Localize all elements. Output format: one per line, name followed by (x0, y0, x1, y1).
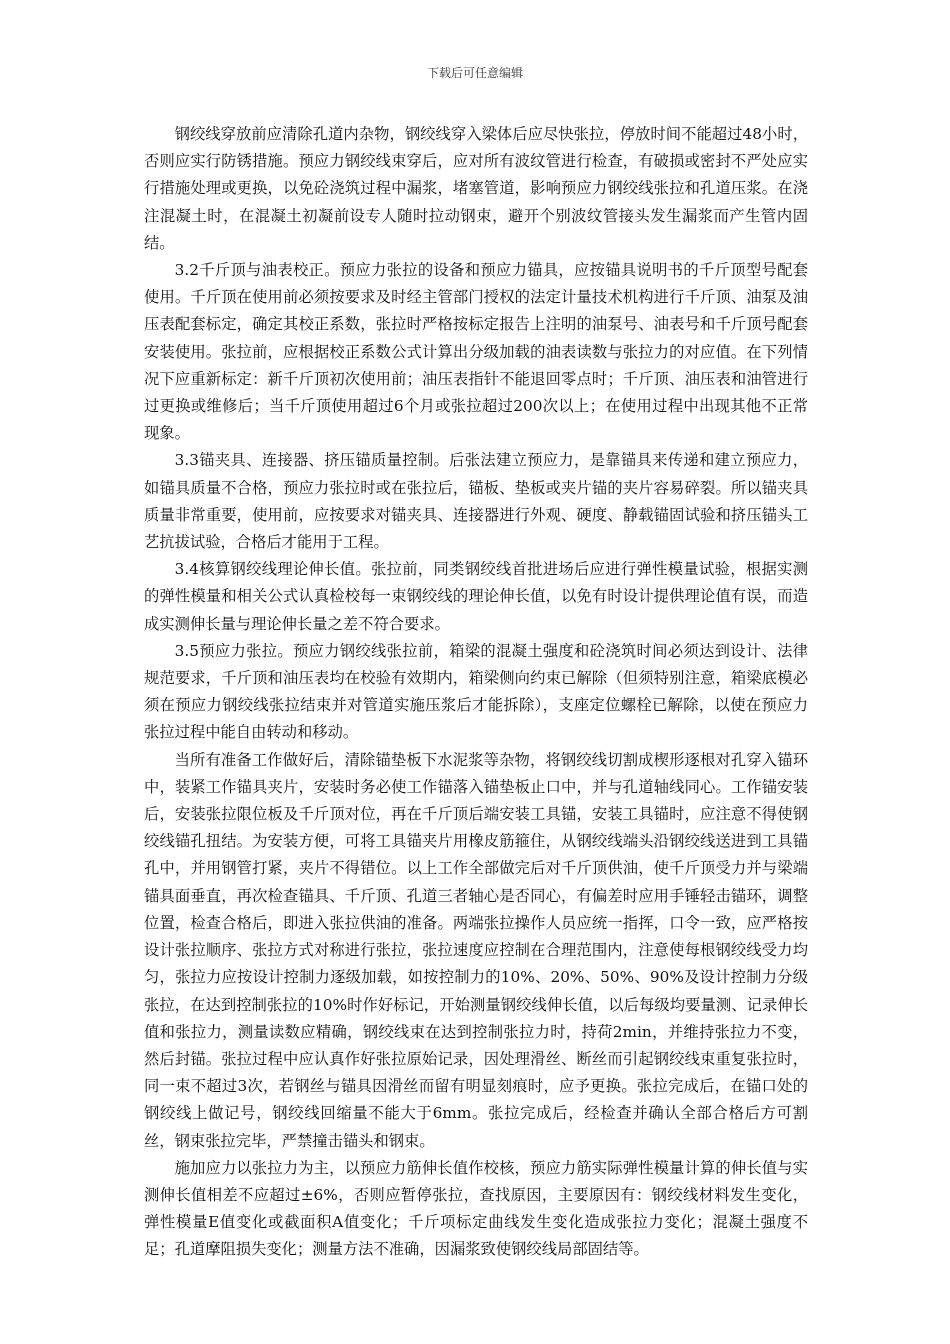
paragraph: 施加应力以张拉力为主，以预应力筋伸长值作校核，预应力筋实际弹性模量计算的伸长值与实测伸长值相差不应超过±6%，否则应暂停张拉，查找原因，主要原因有：钢绞线材料发生变化，弹性模量E值变化或截面积A值变化；千斤项标定曲线发生变化造成张拉力变化；混凝土强度不足；孔道摩阻损失变化；测量方法不准确，因漏浆致使钢绞线局部固结等。 (144, 1158, 808, 1259)
paragraph: 3.2千斤顶与油表校正。预应力张拉的设备和预应力锚具，应按锚具说明书的千斤顶型号配套使用。千斤顶在使用前必须按要求及时经主管部门授权的法定计量技术机构进行千斤顶、油泵及油压表配套标定，确定其校正系数，张拉时严格按标定报告上注明的油泵号、油表号和千斤顶号配套安装使用。张拉前，应根据校正系数公式计算出分级加载的油表读数与张拉力的对应值。在下列情况下应重新标定：新千斤顶初次使用前；油压表指针不能退回零点时；千斤顶、油压表和油管进行过更换或维修后；当千斤顶使用超过6个月或张拉超过200次以上；在使用过程中出现其他不正常现象。 (144, 261, 808, 443)
paragraph: 钢绞线穿放前应清除孔道内杂物，钢绞线穿入梁体后应尽快张拉，停放时间不能超过48小时，否则应实行防锈措施。预应力钢绞线束穿后，应对所有波纹管进行检查，有破损或密封不严处应实行措施处理或更换，以免砼浇筑过程中漏浆，堵塞管道，影响预应力钢绞线张拉和孔道压浆。在浇注混凝土时，在混凝土初凝前设专人随时拉动钢束，避开个别波纹管接头发生漏浆而产生管内固结。 (144, 125, 808, 252)
paragraph: 3.4核算钢绞线理论伸长值。张拉前，同类钢绞线首批进场后应进行弹性模量试验，根据实测的弹性模量和相关公式认真检校每一束钢绞线的理论伸长值，以免有时设计提供理论值有误，而造成实测伸长量与理论伸长量之差不符合要求。 (144, 560, 808, 633)
page-header: 下载后可任意编辑 (426, 66, 523, 80)
paragraph: 3.3锚夹具、连接器、挤压锚质量控制。后张法建立预应力，是靠锚具来传递和建立预应力，如锚具质量不合格，预应力张拉时或在张拉后，锚板、垫板或夹片锚的夹片容易碎裂。所以锚夹具质量非常重要，使用前，应按要求对锚夹具、连接器进行外观、硬度、静载锚固试验和挤压锚头工艺抗拔试验，合格后才能用于工程。 (144, 451, 808, 552)
paragraph: 当所有准备工作做好后，清除锚垫板下水泥浆等杂物，将钢绞线切割成楔形逐根对孔穿入锚环中，装紧工作锚具夹片，安装时务必使工作锚落入锚垫板止口中，并与孔道轴线同心。工作锚安装后，安装张拉限位板及千斤顶对位，再在千斤顶后端安装工具锚，安装工具锚时，应注意不得使钢绞线锚孔扭结。为安装方便，可将工具锚夹片用橡皮筋箍住，从钢绞线端头沿钢绞线送进到工具锚孔中，并用钢管打紧，夹片不得错位。以上工作全部做完后对千斤顶供油，使千斤顶受力并与梁端锚具面垂直，再次检查锚具、千斤顶、孔道三者轴心是否同心，有偏差时应用手锤轻击锚环，调整位置，检查合格后，即进入张拉供油的准备。两端张拉操作人员应统一指挥，口令一致，应严格按设计张拉顺序、张拉方式对称进行张拉，张拉速度应控制在合理范围内，注意使每根钢绞线受力均匀，张拉力应按设计控制力逐级加载，如按控制力的10%、20%、50%、90%及设计控制力分级张拉，在达到控制张拉的10%时作好标记，开始测量钢绞线伸长值，以后每级均要量测、记录伸长值和张拉力，测量读数应精确，钢绞线束在达到控制张拉力时，持荷2min，并维持张拉力不变，然后封锚。张拉过程中应认真作好张拉原始记录，因处理滑丝、断丝而引起钢绞线束重复张拉时，同一束不超过3次，若钢丝与锚具因滑丝而留有明显刻痕时，应予更换。张拉完成后，在锚口处的钢绞线上做记号，钢绞线回缩量不能大于6mm。张拉完成后，经检查并确认全部合格后方可割丝，钢束张拉完毕，严禁撞击锚头和钢束。 (144, 750, 808, 1150)
document-body (144, 121, 808, 1264)
paragraph: 3.5预应力张拉。预应力钢绞线张拉前，箱梁的混凝土强度和砼浇筑时间必须达到设计、法律规范要求，千斤顶和油压表均在校验有效期内，箱梁侧向约束已解除（但须特别注意，箱梁底模必须在预应力钢绞线张拉结束并对管道实施压浆后才能拆除），支座定位螺栓已解除，以使在预应力张拉过程中能自由转动和移动。 (144, 641, 808, 742)
